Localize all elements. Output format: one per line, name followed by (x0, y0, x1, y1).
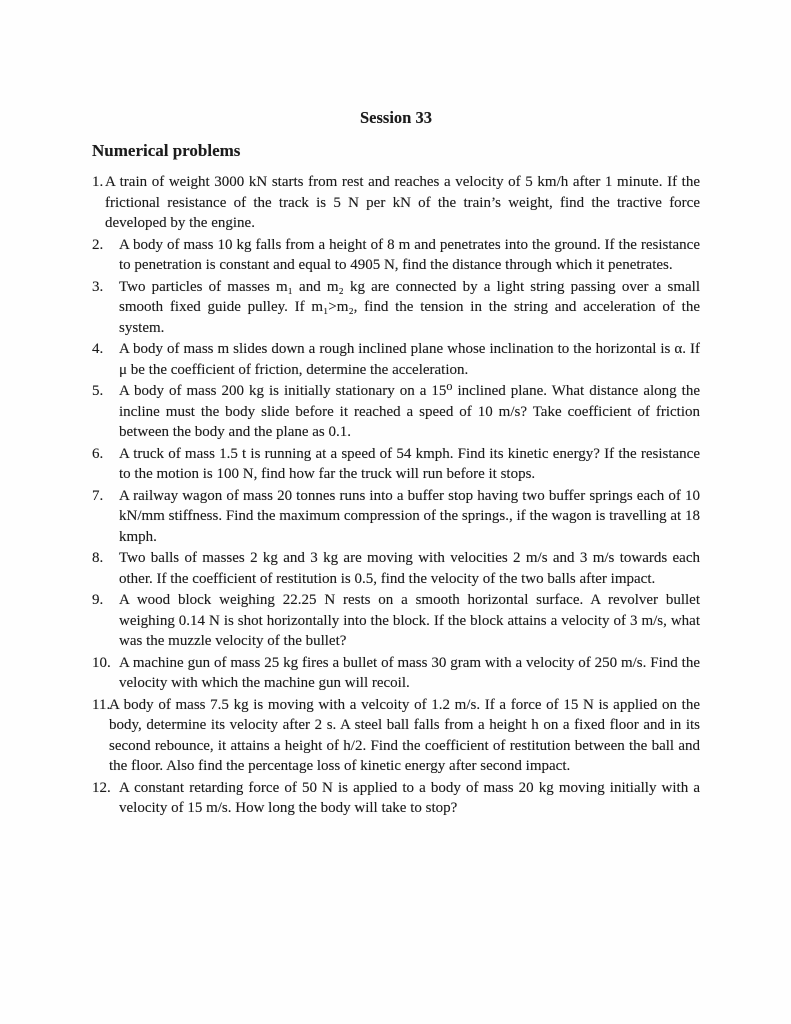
problem-text: A body of mass 10 kg falls from a height of 8 m and penetrates into the ground. If the resistance to penetration is constant and equal to 4905 N, find the distance through which it penetrates. (119, 236, 700, 273)
problem-number: 10. (92, 654, 111, 671)
problem-number: 9. (92, 592, 104, 608)
problem-item (92, 444, 700, 485)
problem-number: 11. (92, 696, 111, 713)
problem-text: A truck of mass 1.5 t is running at a speed of 54 kmph. Find its kinetic energy? If the resistance to the motion is 100 N, find how far the truck will run before it stops. (119, 445, 700, 482)
page-title: Session 33 (360, 108, 432, 127)
problem-number: 3. (92, 278, 104, 295)
problem-item (92, 486, 700, 548)
problem-text: Two particles of masses m₁ and m₂ kg are connected by a light string passing over a small smooth fixed guide pulley. If m₁>m₂, find the tension in the string and acceleration of the system. (119, 278, 700, 336)
problem-item (92, 548, 700, 589)
problem-text: A body of mass 7.5 kg is moving with a velcoity of 1.2 m/s. If a force of 15 N is applied on the body, determine its velocity after 2 s. A steel ball falls from a height h on a fixed floor and in its second rebounce, it attains a height of h/2. Find the coefficient of restitution between the ball and the floor. Also find the percentage loss of kinetic energy after second impact. (109, 696, 700, 774)
problem-text: A wood block weighing 22.25 N rests on a smooth horizontal surface. A revolver bullet weighing 0.14 N is shot horizontally into the block. If the block attains a velocity of 3 m/s, what was the muzzle velocity of the bullet? (119, 592, 700, 649)
problem-number: 1. (92, 174, 104, 190)
problem-item (92, 778, 700, 819)
problem-text: A train of weight 3000 kN starts from rest and reaches a velocity of 5 km/h after 1 minute. If the frictional resistance of the track is 5 N per kN of the train’s weight, find the tractive force developed by the engine. (105, 174, 700, 231)
problem-item (92, 277, 700, 339)
problem-item (92, 172, 700, 234)
problem-number: 12. (92, 779, 111, 796)
problem-text: A body of mass m slides down a rough inclined plane whose inclination to the horizontal is α. If μ be the coefficient of friction, determine the acceleration. (119, 341, 700, 378)
problem-number: 7. (92, 487, 104, 504)
problem-item (92, 381, 700, 443)
section-heading: Numerical problems (92, 141, 241, 160)
problems-list (92, 172, 700, 819)
problem-item (92, 590, 700, 652)
problem-number: 8. (92, 550, 104, 566)
problem-item (92, 653, 700, 694)
problem-text: Two balls of masses 2 kg and 3 kg are moving with velocities 2 m/s and 3 m/s towards each other. If the coefficient of restitution is 0.5, find the velocity of the two balls after impact. (119, 550, 700, 587)
problem-item (92, 695, 700, 777)
problem-number: 6. (92, 445, 104, 462)
problem-number: 2. (92, 236, 104, 253)
problem-number: 5. (92, 383, 104, 399)
problem-text: A machine gun of mass 25 kg fires a bullet of mass 30 gram with a velocity of 250 m/s. Find the velocity with which the machine gun will recoil. (119, 654, 700, 691)
problem-text: A constant retarding force of 50 N is applied to a body of mass 20 kg moving initially with a velocity of 15 m/s. How long the body will take to stop? (119, 779, 700, 816)
problem-item (92, 339, 700, 380)
problem-item (92, 235, 700, 276)
problem-text: A railway wagon of mass 20 tonnes runs into a buffer stop having two buffer springs each of 10 kN/mm stiffness. Find the maximum compression of the springs., if the wagon is travelling at 18 kmph. (119, 487, 700, 545)
problem-text: A body of mass 200 kg is initially stationary on a 15⁰ inclined plane. What distance along the incline must the body slide before it reached a speed of 10 m/s? Take coefficient of friction between the body and the plane as 0.1. (119, 383, 700, 440)
problem-number: 4. (92, 341, 104, 357)
